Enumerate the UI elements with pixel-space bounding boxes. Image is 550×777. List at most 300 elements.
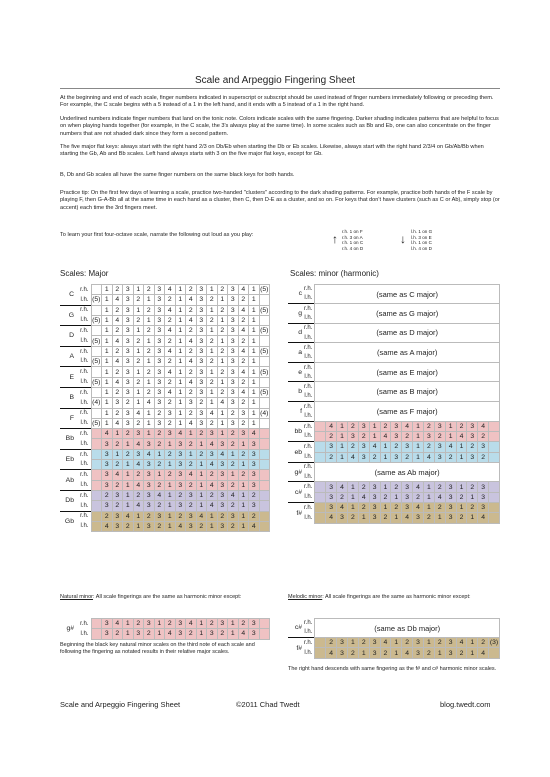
finger-number: 4 (144, 398, 155, 408)
finger-number: 4 (102, 521, 113, 531)
finger-number: 1 (467, 648, 478, 658)
finger-number: 1 (249, 285, 260, 295)
finger-number: 2 (165, 377, 176, 387)
finger-number: 1 (123, 490, 134, 500)
hand-label: l.h. (80, 296, 89, 303)
finger-number (91, 521, 102, 531)
finger-number: 2 (207, 357, 218, 367)
finger-number: 2 (186, 501, 197, 511)
finger-number: 2 (391, 503, 402, 513)
finger-number: 3 (337, 513, 348, 523)
finger-number (489, 442, 500, 452)
finger-number: 2 (165, 357, 176, 367)
finger-number: 4 (186, 336, 197, 346)
finger-number: 3 (402, 442, 413, 452)
finger-number: 2 (326, 452, 337, 462)
finger-number: 3 (217, 439, 228, 449)
finger-number: 3 (196, 336, 207, 346)
finger-number: 2 (186, 326, 197, 336)
finger-number: 1 (369, 421, 380, 431)
same-as-note: (same as D major) (315, 323, 500, 343)
finger-number: 2 (217, 326, 228, 336)
finger-number: 4 (413, 503, 424, 513)
hand-label: r.h. (304, 362, 315, 372)
finger-number: 4 (112, 418, 123, 428)
finger-number: 1 (123, 460, 134, 470)
finger-number: 1 (133, 285, 144, 295)
finger-number: 2 (112, 285, 123, 295)
finger-number: 1 (112, 449, 123, 459)
hand-label: r.h. (76, 449, 91, 459)
finger-number: 2 (102, 490, 113, 500)
finger-number: 3 (154, 377, 165, 387)
finger-number: 1 (347, 482, 358, 492)
finger-number: 1 (154, 470, 165, 480)
finger-number: 1 (445, 421, 456, 431)
finger-number: (5) (92, 358, 101, 366)
finger-number: 3 (102, 619, 113, 629)
finger-number: 2 (380, 648, 391, 658)
finger-number: 2 (165, 449, 176, 459)
finger-number (315, 421, 326, 431)
finger-number: 2 (144, 305, 155, 315)
finger-number: 4 (326, 648, 337, 658)
finger-number: 1 (217, 408, 228, 418)
finger-number: 1 (165, 490, 176, 500)
scale-key-label: c# (294, 624, 302, 632)
intro-paragraph: Underlined numbers indicate finger numbers that land on the tonic note. Colors indicate scales with the same fingering. Darker shading indicates patterns that are helpful to focus on when playing hands together (for example, in the C scale, the 3's always play at the same time). In some scales such as Bb and Eb, one can also concentrate on the finger numbers that are not shaded dark since they form a second pattern. (60, 116, 499, 137)
finger-number: 2 (217, 511, 228, 521)
finger-number: 1 (423, 482, 434, 492)
finger-number (315, 648, 326, 658)
finger-number: 4 (165, 305, 176, 315)
finger-number: 4 (380, 638, 391, 648)
finger-number: 3 (123, 367, 134, 377)
finger-number: 2 (133, 336, 144, 346)
finger-number: 1 (133, 305, 144, 315)
finger-number: 4 (456, 638, 467, 648)
finger-number: 3 (217, 501, 228, 511)
hand-label: l.h. (80, 461, 89, 468)
finger-number: 4 (165, 629, 176, 639)
scale-key-label: c (298, 290, 302, 298)
finger-number: 1 (175, 357, 186, 367)
finger-number (259, 449, 270, 459)
finger-number: 3 (249, 629, 260, 639)
finger-number: 3 (445, 638, 456, 648)
finger-number: 2 (380, 513, 391, 523)
finger-number: 1 (249, 336, 260, 346)
finger-number (259, 398, 270, 408)
finger-number: 2 (196, 398, 207, 408)
finger-number: 4 (337, 503, 348, 513)
finger-number: (5) (260, 368, 269, 376)
finger-number: 1 (165, 460, 176, 470)
finger-number: 3 (186, 511, 197, 521)
finger-number: 2 (175, 511, 186, 521)
finger-number: 2 (144, 387, 155, 397)
finger-number: 3 (369, 648, 380, 658)
finger-number: 3 (112, 511, 123, 521)
finger-number: 3 (445, 648, 456, 658)
finger-number: 3 (228, 398, 239, 408)
finger-number (259, 315, 270, 325)
finger-number: 2 (112, 346, 123, 356)
finger-number: 1 (238, 480, 249, 490)
finger-number: 3 (144, 460, 155, 470)
same-as-note: (same as F major) (315, 402, 500, 422)
finger-number: 2 (102, 511, 113, 521)
finger-number: 3 (175, 501, 186, 511)
finger-number: 3 (249, 480, 260, 490)
finger-number: 4 (326, 421, 337, 431)
finger-number: 4 (478, 513, 489, 523)
finger-number: (5) (260, 286, 269, 294)
hand-label: l.h. (80, 399, 89, 406)
finger-number: 4 (154, 490, 165, 500)
finger-number (259, 357, 270, 367)
hand-label: l.h. (80, 337, 89, 344)
finger-number: 2 (207, 336, 218, 346)
finger-number: 1 (217, 418, 228, 428)
finger-number: 3 (144, 439, 155, 449)
hand-label: r.h. (76, 367, 91, 377)
finger-number: 1 (154, 449, 165, 459)
finger-number: 1 (249, 326, 260, 336)
finger-number: 1 (175, 408, 186, 418)
finger-number: 2 (144, 511, 155, 521)
finger-number (259, 460, 270, 470)
finger-number: 4 (456, 431, 467, 441)
finger-number: 2 (369, 452, 380, 462)
major-scale-table (60, 284, 270, 532)
finger-number: 2 (207, 315, 218, 325)
finger-number: 3 (112, 398, 123, 408)
finger-number: 3 (445, 503, 456, 513)
finger-number: 2 (133, 295, 144, 305)
finger-number: 4 (102, 429, 113, 439)
finger-number: 3 (369, 482, 380, 492)
finger-number: 1 (207, 511, 218, 521)
finger-number: 2 (478, 431, 489, 441)
finger-number: 1 (165, 511, 176, 521)
finger-number: 1 (165, 501, 176, 511)
finger-number: 1 (423, 503, 434, 513)
scale-key-label: Ab (60, 470, 76, 491)
finger-number: 2 (154, 429, 165, 439)
hand-label: l.h. (304, 315, 313, 322)
footer-copyright: ©2011 Chad Twedt (236, 700, 300, 709)
finger-number: 1 (413, 421, 424, 431)
finger-number: 3 (413, 648, 424, 658)
same-as-note: (same as B major) (315, 382, 500, 402)
finger-number: 1 (337, 421, 348, 431)
finger-number: 3 (154, 346, 165, 356)
finger-number: (5) (260, 347, 269, 355)
finger-number: 4 (369, 442, 380, 452)
finger-number: 1 (102, 305, 113, 315)
finger-number: (5) (92, 296, 101, 304)
scale-key-label: d (288, 323, 304, 343)
finger-number: 1 (165, 439, 176, 449)
finger-number: 4 (478, 648, 489, 658)
finger-number: 3 (154, 387, 165, 397)
finger-number: 4 (347, 452, 358, 462)
finger-number: 3 (358, 452, 369, 462)
finger-number: 1 (102, 387, 113, 397)
finger-number: 2 (467, 503, 478, 513)
hand-label: l.h. (80, 440, 89, 447)
finger-number: 3 (154, 336, 165, 346)
finger-number: 1 (337, 442, 348, 452)
finger-number: 4 (358, 492, 369, 502)
finger-number (91, 408, 102, 418)
finger-number (259, 439, 270, 449)
finger-number: 4 (123, 511, 134, 521)
finger-number: 1 (175, 315, 186, 325)
finger-number: 3 (326, 492, 337, 502)
finger-number (259, 295, 270, 305)
finger-number (315, 492, 326, 502)
hand-label: r.h. (304, 382, 315, 392)
finger-number: 3 (196, 285, 207, 295)
learn-instruction: To learn your first four-octave scale, narrate the following out loud as you play: (60, 232, 254, 238)
finger-number: 2 (112, 439, 123, 449)
finger-number: 2 (402, 431, 413, 441)
intro-paragraph: The five major flat keys: always start with the right hand 2/3 on Db/Eb when starting the Db or Eb scales. Likewise, always start with the right hand 2/3/4 on Gb/Ab/Bb when starting the Gb, Ab and Bb scales. Left hand always starts with 3 on the five major flat keys, except for Gb. (60, 144, 484, 158)
scale-key-label: f (288, 402, 304, 422)
natural-minor-table (60, 618, 270, 640)
finger-number: 4 (207, 480, 218, 490)
finger-number: 4 (112, 295, 123, 305)
finger-number (315, 452, 326, 462)
finger-number: 1 (154, 629, 165, 639)
finger-number: 2 (228, 408, 239, 418)
finger-number: 2 (238, 449, 249, 459)
finger-number: 3 (175, 439, 186, 449)
finger-number: 1 (196, 490, 207, 500)
finger-number: 1 (456, 503, 467, 513)
finger-number: 2 (165, 398, 176, 408)
finger-number: 4 (186, 377, 197, 387)
finger-number: 4 (423, 452, 434, 462)
finger-number: 4 (196, 511, 207, 521)
finger-number: 2 (217, 387, 228, 397)
finger-number: 1 (413, 452, 424, 462)
finger-number: 3 (175, 629, 186, 639)
finger-number: 3 (123, 295, 134, 305)
finger-number: 3 (249, 449, 260, 459)
hand-label: l.h. (80, 358, 89, 365)
finger-number: 3 (434, 452, 445, 462)
finger-number: 1 (175, 346, 186, 356)
finger-number: 4 (133, 408, 144, 418)
finger-number: 3 (144, 480, 155, 490)
finger-number: 3 (445, 492, 456, 502)
finger-number: 1 (123, 501, 134, 511)
finger-number: 1 (207, 367, 218, 377)
hand-label: r.h. (76, 470, 91, 480)
hand-label: r.h. (304, 482, 315, 492)
finger-number: 2 (423, 442, 434, 452)
finger-number: 1 (249, 408, 260, 418)
finger-number: 1 (337, 431, 348, 441)
finger-number: 1 (369, 431, 380, 441)
scale-key-label: Gb (60, 511, 76, 532)
finger-number: 3 (102, 449, 113, 459)
finger-number: 2 (228, 521, 239, 531)
finger-number: 1 (165, 521, 176, 531)
finger-number (91, 490, 102, 500)
finger-number: 2 (196, 429, 207, 439)
finger-number: 2 (347, 421, 358, 431)
finger-number: 1 (123, 619, 134, 629)
finger-number: 1 (133, 387, 144, 397)
finger-number: 1 (456, 452, 467, 462)
finger-number: 3 (175, 470, 186, 480)
finger-number: 2 (186, 387, 197, 397)
hand-label: r.h. (76, 429, 91, 439)
finger-number: 4 (326, 513, 337, 523)
hand-label: r.h. (76, 326, 91, 336)
finger-number: 1 (249, 387, 260, 397)
arrow-up-icon: ↑ (332, 232, 338, 246)
finger-number (489, 421, 500, 431)
finger-number: 1 (207, 326, 218, 336)
minor-heading: Scales: minor (harmonic) (290, 269, 379, 278)
finger-number: 1 (123, 439, 134, 449)
title-rule (60, 88, 500, 89)
finger-number: 3 (358, 421, 369, 431)
finger-number: 2 (112, 629, 123, 639)
hand-label: r.h. (76, 490, 91, 500)
finger-number: 4 (249, 521, 260, 531)
finger-number: 2 (380, 492, 391, 502)
finger-number: 1 (228, 629, 239, 639)
finger-number: 4 (402, 421, 413, 431)
melodic-minor-note: The right hand descends with same fingering as the f# and c# harmonic minor scales. (288, 666, 497, 672)
hand-label: l.h. (80, 482, 89, 489)
finger-number: 1 (228, 619, 239, 629)
finger-number: 1 (380, 452, 391, 462)
finger-number: 4 (165, 326, 176, 336)
finger-number: 2 (207, 619, 218, 629)
finger-number: 3 (123, 336, 134, 346)
finger-number: 1 (102, 357, 113, 367)
finger-number: 3 (133, 629, 144, 639)
finger-number: 1 (391, 648, 402, 658)
finger-number: 2 (358, 638, 369, 648)
narration-up-list: r.h. 1 on F r.h. 3 on A r.h. 1 on C r.h. 4 on D (342, 229, 364, 251)
page-title: Scale and Arpeggio Fingering Sheet (194, 75, 356, 86)
finger-number: 2 (456, 492, 467, 502)
hand-label: l.h. (304, 393, 313, 400)
finger-number: 1 (347, 638, 358, 648)
scale-key-label: c# (288, 482, 304, 503)
finger-number: 1 (144, 357, 155, 367)
finger-number: 3 (402, 503, 413, 513)
finger-number: 1 (217, 377, 228, 387)
finger-number: 1 (102, 408, 113, 418)
finger-number: 4 (186, 418, 197, 428)
finger-number (489, 452, 500, 462)
finger-number (489, 513, 500, 523)
finger-number: 1 (102, 377, 113, 387)
finger-number: 1 (175, 377, 186, 387)
finger-number (259, 511, 270, 521)
finger-number: 1 (467, 492, 478, 502)
finger-number: 3 (347, 431, 358, 441)
finger-number (259, 629, 270, 639)
finger-number: 1 (175, 285, 186, 295)
finger-number: 3 (123, 346, 134, 356)
finger-number: 4 (112, 357, 123, 367)
scale-key-label: Eb (60, 449, 76, 470)
finger-number: 4 (238, 326, 249, 336)
finger-number: 3 (369, 503, 380, 513)
finger-number: 3 (123, 315, 134, 325)
finger-number (91, 449, 102, 459)
finger-number: 1 (217, 429, 228, 439)
finger-number: 4 (186, 315, 197, 325)
finger-number: 1 (207, 387, 218, 397)
finger-number: 1 (217, 315, 228, 325)
finger-number: 2 (238, 315, 249, 325)
finger-number: 4 (133, 439, 144, 449)
finger-number: 3 (102, 439, 113, 449)
finger-number: 1 (133, 326, 144, 336)
finger-number (91, 480, 102, 490)
finger-number: 3 (196, 346, 207, 356)
finger-number: 3 (369, 638, 380, 648)
finger-number: 3 (175, 619, 186, 629)
hand-label: r.h. (304, 323, 315, 333)
finger-number: 2 (133, 357, 144, 367)
finger-number: 2 (249, 490, 260, 500)
same-as-note: (same as Ab major) (315, 462, 500, 482)
finger-number: (3) (489, 639, 499, 647)
finger-number: 3 (123, 408, 134, 418)
finger-number: 2 (238, 619, 249, 629)
finger-number (91, 429, 102, 439)
finger-number: 3 (186, 398, 197, 408)
hand-label: r.h. (304, 442, 315, 452)
finger-number: 2 (217, 346, 228, 356)
finger-number: 2 (423, 513, 434, 523)
scale-key-label: g# (288, 462, 304, 482)
finger-number: 3 (112, 521, 123, 531)
finger-number: 2 (347, 648, 358, 658)
finger-number: 3 (144, 521, 155, 531)
hand-label: l.h. (304, 373, 313, 380)
finger-number: 3 (154, 357, 165, 367)
finger-number: 1 (186, 429, 197, 439)
finger-number: 1 (238, 439, 249, 449)
hand-label: l.h. (304, 473, 313, 480)
finger-number: 1 (144, 295, 155, 305)
finger-number: 3 (175, 480, 186, 490)
finger-number: 1 (413, 431, 424, 441)
finger-number: 2 (228, 429, 239, 439)
footer-title: Scale and Arpeggio Fingering Sheet (60, 700, 181, 709)
finger-number: 4 (445, 442, 456, 452)
finger-number: 2 (112, 460, 123, 470)
finger-number: 2 (358, 503, 369, 513)
finger-number: 1 (123, 629, 134, 639)
finger-number: 1 (467, 638, 478, 648)
finger-number: 1 (154, 619, 165, 629)
finger-number: 3 (154, 326, 165, 336)
